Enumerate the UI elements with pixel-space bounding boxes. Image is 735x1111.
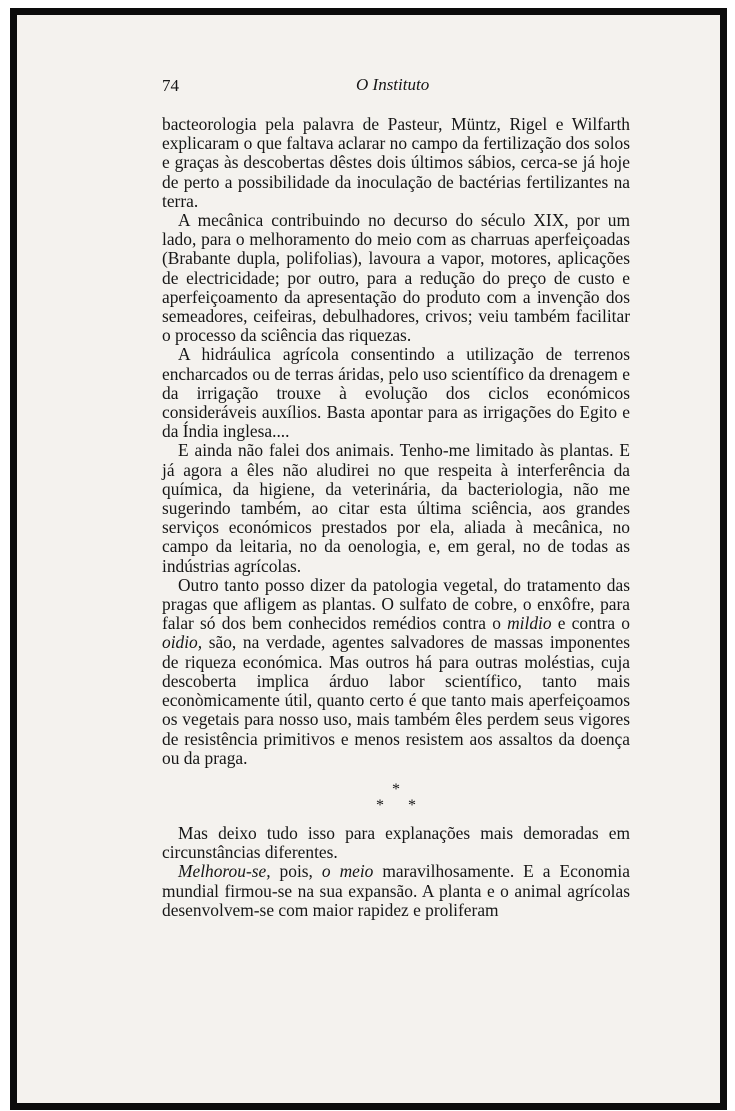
paragraph-1: bacteorologia pela palavra de Pasteur, Müntz, Rigel e Wilfarth explicaram o que faltava aclarar no campo da fertilização dos solos e graças às descobertas dêstes dois últimos sábios, cerca-se já hoje de perto a possibilidade da inoculação de bactérias fertilizantes na terra.: [162, 114, 630, 211]
paragraph-5-italic-1: mildio: [507, 613, 552, 634]
paragraph-5-italic-2: oidio,: [162, 632, 203, 653]
asterism-star-left: *: [376, 796, 384, 814]
paragraph-5-text-1: Outro tanto posso dizer da patologia vegetal, do tratamento das pragas que afligem as plantas. O sulfato de cobre, o enxôfre, para falar só dos bem conhecidos remédios contra o: [162, 574, 630, 634]
paragraph-6: Mas deixo tudo isso para explanações mais demoradas em circunstâncias diferentes.: [162, 822, 630, 863]
page-header: [150, 73, 630, 97]
paragraph-5-text-2: e contra o: [551, 613, 630, 634]
asterism-divider: [162, 768, 630, 824]
asterism-star-right: *: [408, 796, 416, 814]
running-title: O Instituto: [356, 75, 430, 94]
paragraph-7: [162, 862, 630, 920]
paragraph-7-text-1: pois,: [270, 861, 322, 882]
paragraph-5-text-3: são, na verdade, agentes salvadores de massas imponentes de riqueza económica. Mas outros há para outras moléstias, cuja descoberta implica árduo labor scientífico, tanto mais econòmicamente útil, quanto certo é que tanto mais aperfeiçoamos os vegetais para nosso uso, mais também êles perdem seus vigores de resistência primitivos e menos resistem aos assaltos da doença ou da praga.: [162, 632, 630, 768]
paragraph-7-text-2: maravilhosamente. E a Economia mundial firmou-se na sua expansão. A planta e o animal agrícolas desenvolvem-se com maior rapidez e proliferam: [162, 861, 630, 920]
page-number: 74: [162, 76, 179, 95]
paragraph-5: [162, 576, 630, 768]
paragraph-4: E ainda não falei dos animais. Tenho-me limitado às plantas. E já agora a êles não aludirei no que respeita à interferência da química, da higiene, da veterinária, da bacteriologia, não me sugerindo também, ao citar esta última sciência, aos grandes serviços económicos prestados por ela, aliada à mecânica, no campo da leitaria, no da oenologia, e, em geral, no de todas as indústrias agrícolas.: [162, 440, 630, 576]
paragraph-7-italic-1: Melhorou-se,: [178, 861, 271, 882]
paragraph-7-italic-2: o meio: [321, 861, 374, 882]
paragraph-2: A mecânica contribuindo no decurso do século XIX, por um lado, para o melhoramento do meio com as charruas aperfeiçoadas (Brabante dupla, polifolias), lavoura a vapor, motores, aplicações de electricidade; por outro, para a redução do preço de custo e aperfeiçoamento da apresentação do produto com a invenção dos semeadores, ceifeiras, debulhadores, crivos; veiu também facilitar o processo da sciência das riquezas.: [162, 210, 630, 346]
paragraph-3: A hidráulica agrícola consentindo a utilização de terrenos encharcados ou de terras áridas, pelo uso scientífico da drenagem e da irrigação trouxe à evolução dos ciclos económicos consideráveis auxílios. Basta apontar para as irrigações do Egito e da Índia inglesa....: [162, 344, 630, 442]
body-text: [162, 115, 630, 920]
asterism-star-top: *: [392, 780, 400, 798]
